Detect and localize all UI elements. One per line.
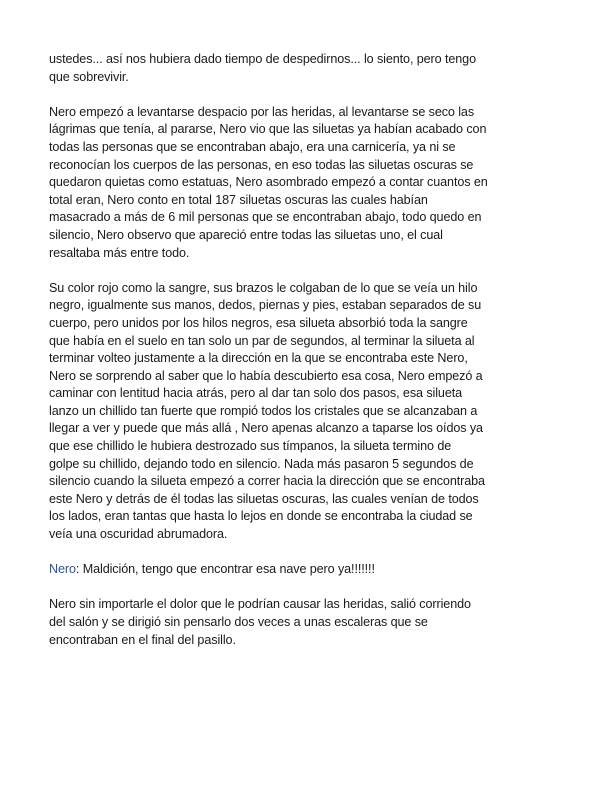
- speaker-name: Nero: [49, 562, 76, 577]
- dialogue-text: Maldición, tengo que encontrar esa nave pero ya!!!!!!!: [79, 562, 375, 577]
- paragraph-1: ustedes... así nos hubiera dado tiempo de despedirnos... lo siento, pero tengo que sobrevivir.: [49, 52, 476, 84]
- dialogue-separator: :: [75, 562, 80, 577]
- document-body: [49, 51, 571, 667]
- closing-paragraph: Nero sin importarle el dolor que le podrían causar las heridas, salió corriendo del salón y se dirigió sin pensarlo dos veces a unas escaleras que se encontraban en el final del pasillo.: [49, 597, 471, 647]
- dialogue-line: [49, 561, 571, 579]
- paragraph-2: Nero empezó a levantarse despacio por las heridas, al levantarse se seco las lágrimas que tenía, al pararse, Nero vio que las siluetas ya habían acabado con todas las personas que se encontraban abajo, era una carnicería, ya ni se reconocían los cuerpos de las personas, en eso todas las siluetas oscuras se quedaron quietas como estatuas, Nero asombrado empezó a contar cuantos en total eran, Nero conto en total 187 siluetas oscuras las cuales habían masacrado a más de 6 mil personas que se encontraban abajo, todo quedo en silencio, Nero observo que apareció entre todas las siluetas uno, el cual resaltaba más entre todo.: [49, 104, 488, 260]
- paragraph-3: Su color rojo como la sangre, sus brazos le colgaban de lo que se veía un hilo negro, igualmente sus manos, dedos, piernas y pies, estaban separados de su cuerpo, pero unidos por los hilos negros, esa silueta absorbió toda la sangre que había en el suelo en tan solo un par de segundos, al terminar la silueta al terminar volteo justamente a la dirección en la que se encontraba este Nero, Nero se sorprendo al saber que lo había descubierto esa cosa, Nero empezó a caminar con lentitud hacia atrás, pero al dar tan solo dos pasos, esa silueta lanzo un chillido tan fuerte que rompió todos los cristales que se alcanzaban a llegar a ver y puede que más allá , Nero apenas alcanzo a taparse los oídos ya que ese chillido le hubiera destrozado sus tímpanos, la silueta termino de golpe su chillido, dejando todo en silencio. Nada más pasaron 5 segundos de silencio cuando la silueta empezó a correr hacia la dirección que se encontraba este Nero y detrás de él todas las siluetas oscuras, las cuales venían de todos los lados, eran tantas que hasta lo lejos en donde se encontraba la ciudad se veía una oscuridad abrumadora.: [49, 280, 485, 542]
